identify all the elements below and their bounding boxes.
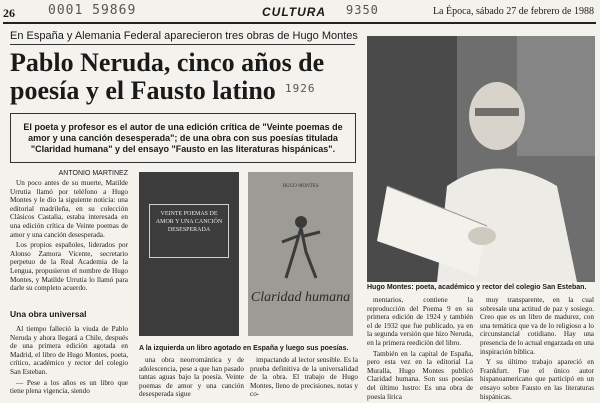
section-title: CULTURA (262, 5, 327, 19)
book-author: HUGO MONTES (282, 184, 319, 189)
headline (10, 49, 355, 105)
handwritten-code: 0001 59869 (48, 3, 137, 18)
paragraph: una obra neorromántica y de adolescencia, pese a que han pasado tantas aguas bajo la poesía. Veinte poemas de amor y una canción desesperada sigue (139, 356, 244, 399)
text-column-5 (480, 296, 594, 403)
handwritten-number: 9350 (346, 3, 379, 17)
paragraph: Y su último trabajo apareció en Frankfurt. Fue el único autor hispanoamericano que participó en un ensayo sobre Fausto en las literaturas hispánicas. (480, 358, 594, 401)
paragraph: mentarios, contiene la reproducción del Poema 9 en su primera edición de 1924 y también el de 1932 que fue publicado, ya en la segunda versión que hizo Neruda, en la primera reedición del libro. (367, 296, 473, 347)
text-column-4 (367, 296, 473, 403)
portrait-illustration (367, 36, 595, 282)
masthead-rule (3, 22, 596, 24)
text-column-2 (139, 356, 244, 401)
books-caption: A la izquierda un libro agotado en España y luego sus poesías. (139, 345, 349, 352)
page-number: 26 (3, 6, 15, 20)
paragraph: También en la capital de España, pero esta vez en la editorial La Muralla, Hugo Montes publicó Claridad humana. Son sus poesías del último lustro: Es una obra de poesía lírica (367, 349, 473, 401)
text-column-1 (10, 179, 128, 295)
photo-caption: Hugo Montes: poeta, académico y rector del colegio San Esteban. (367, 284, 587, 291)
text-column-3 (250, 356, 358, 401)
text-column-1-continued (10, 325, 128, 398)
handwritten-year: 1926 (285, 82, 316, 95)
byline: ANTONIO MARTINEZ (58, 170, 128, 177)
subheading: Una obra universal (10, 309, 87, 319)
paragraph: Un poco antes de su muerte, Matilde Urrutia llamó por teléfono a Hugo Montes y le dio la siguiente noticia: una editorial madrileña, en su colección Clásicos Castalia, estaba interesada en una edición crítica de Veinte poemas de amor y una canción desesperada. (10, 179, 128, 239)
paragraph: muy transparente, en la cual sobresale una actitud de paz y sosiego. Creo que es un libro de madurez, con una temática que va de lo religioso a lo circunstancial cotidiano. Hay una presencia de lo actual engarzada en una inspiración bíblica. (480, 296, 594, 356)
book-title: Claridad humana (250, 290, 351, 305)
dateline: La Época, sábado 27 de febrero de 1988 (432, 6, 594, 17)
paragraph: impactando al lector sensible. Es la prueba definitiva de la universalidad de la obra. El trabajo de Hugo Montes, lleno de precisiones, notas y co- (250, 356, 358, 399)
portrait-photo (367, 36, 595, 282)
figure-illustration (276, 212, 326, 282)
book-cover-claridad-humana (248, 172, 353, 336)
book-cover-veinte-poemas (139, 172, 239, 336)
kicker: En España y Alemania Federal aparecieron tres obras de Hugo Montes (10, 30, 358, 42)
paragraph: — Pese a los años es un libro que tiene plena vigencia, siendo (10, 378, 128, 396)
summary-box (10, 113, 356, 163)
headline-line-2: poesía y el Fausto latino (10, 76, 276, 105)
headline-line-1: Pablo Neruda, cinco años de (10, 48, 325, 77)
paragraph: Al tiempo falleció la viuda de Pablo Neruda y ahora llegará a Chile, después de una primera edición agotada en Madrid, el libro de Hugo Montes, poeta, crítico, académico y rector del colegio San Esteban. (10, 325, 128, 376)
summary-text: El poeta y profesor es el autor de una edición crítica de "Veinte poemas de amor y una canción desesperada"; de una obra con sus poesías titulada "Claridad humana" y del ensayo "Fausto en las literaturas hispánicas". (23, 122, 343, 154)
kicker-rule (10, 44, 355, 45)
paragraph: Los propios españoles, liderados por Alonso Zamora Vicente, secretario perpetuo de la Real Academia de la Lengua, propusieron el nombre de Hugo Montes, y Matilde Urrutia lo llamó para darle su completo acuerdo. (10, 241, 128, 293)
book-title: VEINTE POEMAS DE AMOR Y UNA CANCIÓN DESESPERADA (155, 211, 223, 233)
